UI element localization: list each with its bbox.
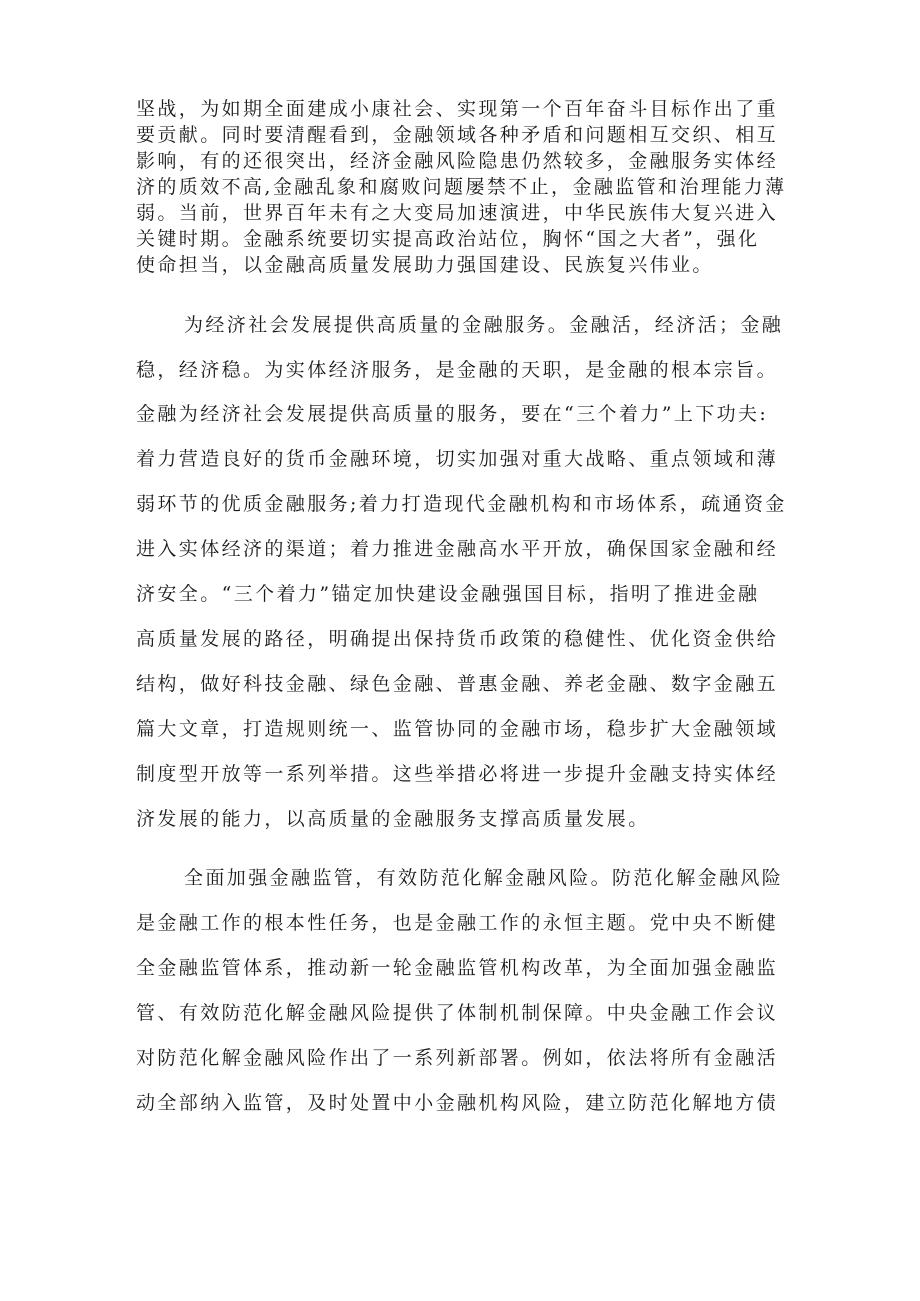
paragraph-line: 影响，有的还很突出，经济金融风险隐患仍然较多，金融服务实体经 xyxy=(136,150,779,172)
paragraph-line: 济安全。“三个着力”锚定加快建设金融强国目标，指明了推进金融 xyxy=(136,583,760,605)
paragraph-line: 对防范化解金融风险作出了一系列新部署。例如，依法将所有金融活 xyxy=(136,1047,779,1069)
paragraph-line: 全金融监管体系，推动新一轮金融监管机构改革，为全面加强金融监 xyxy=(136,957,779,979)
paragraph-line: 弱。当前，世界百年未有之大变局加速演进，中华民族伟大复兴进入 xyxy=(136,202,779,224)
paragraph-line: 为经济社会发展提供高质量的金融服务。金融活，经济活；金融 xyxy=(184,314,784,336)
paragraph-line: 济发展的能力，以高质量的金融服务支撑高质量发展。 xyxy=(136,808,650,830)
paragraph-line: 制度型开放等一系列举措。这些举措必将进一步提升金融支持实体经 xyxy=(136,763,779,785)
paragraph-line: 济的质效不高,金融乱象和腐败问题屡禁不止，金融监管和治理能力薄 xyxy=(136,176,787,198)
paragraph-line: 要贡献。同时要清醒看到，金融领域各种矛盾和问题相互交织、相互 xyxy=(136,124,779,146)
paragraph-line: 弱环节的优质金融服务;着力打造现代金融机构和市场体系，疏通资金 xyxy=(136,493,787,515)
paragraph-line: 着力营造良好的货币金融环境，切实加强对重大战略、重点领域和薄 xyxy=(136,448,779,470)
paragraph-line: 使命担当，以金融高质量发展助力强国建设、民族复兴伟业。 xyxy=(136,254,714,276)
paragraph-line: 关键时期。金融系统要切实提高政治站位，胸怀“国之大者”，强化 xyxy=(136,228,760,250)
paragraph-line: 稳，经济稳。为实体经济服务，是金融的天职，是金融的根本宗旨。 xyxy=(136,359,779,381)
paragraph-line: 高质量发展的路径，明确提出保持货币政策的稳健性、优化资金供给 xyxy=(136,628,779,650)
paragraph-line: 坚战，为如期全面建成小康社会、实现第一个百年奋斗目标作出了重 xyxy=(136,98,779,120)
paragraph-line: 篇大文章，打造规则统一、监管协同的金融市场，稳步扩大金融领域 xyxy=(136,718,779,740)
paragraph-line: 是金融工作的根本性任务，也是金融工作的永恒主题。党中央不断健 xyxy=(136,912,779,934)
paragraph-line: 动全部纳入监管，及时处置中小金融机构风险，建立防范化解地方债 xyxy=(136,1092,779,1114)
paragraph-line: 结构，做好科技金融、绿色金融、普惠金融、养老金融、数字金融五 xyxy=(136,673,779,695)
paragraph-line: 金融为经济社会发展提供高质量的服务，要在“三个着力”上下功夫: xyxy=(136,403,769,425)
paragraph-line: 进入实体经济的渠道；着力推进金融高水平开放，确保国家金融和经 xyxy=(136,538,779,560)
paragraph-line: 管、有效防范化解金融风险提供了体制机制保障。中央金融工作会议 xyxy=(136,1002,779,1024)
paragraph-line: 全面加强金融监管，有效防范化解金融风险。防范化解金融风险 xyxy=(184,867,784,889)
